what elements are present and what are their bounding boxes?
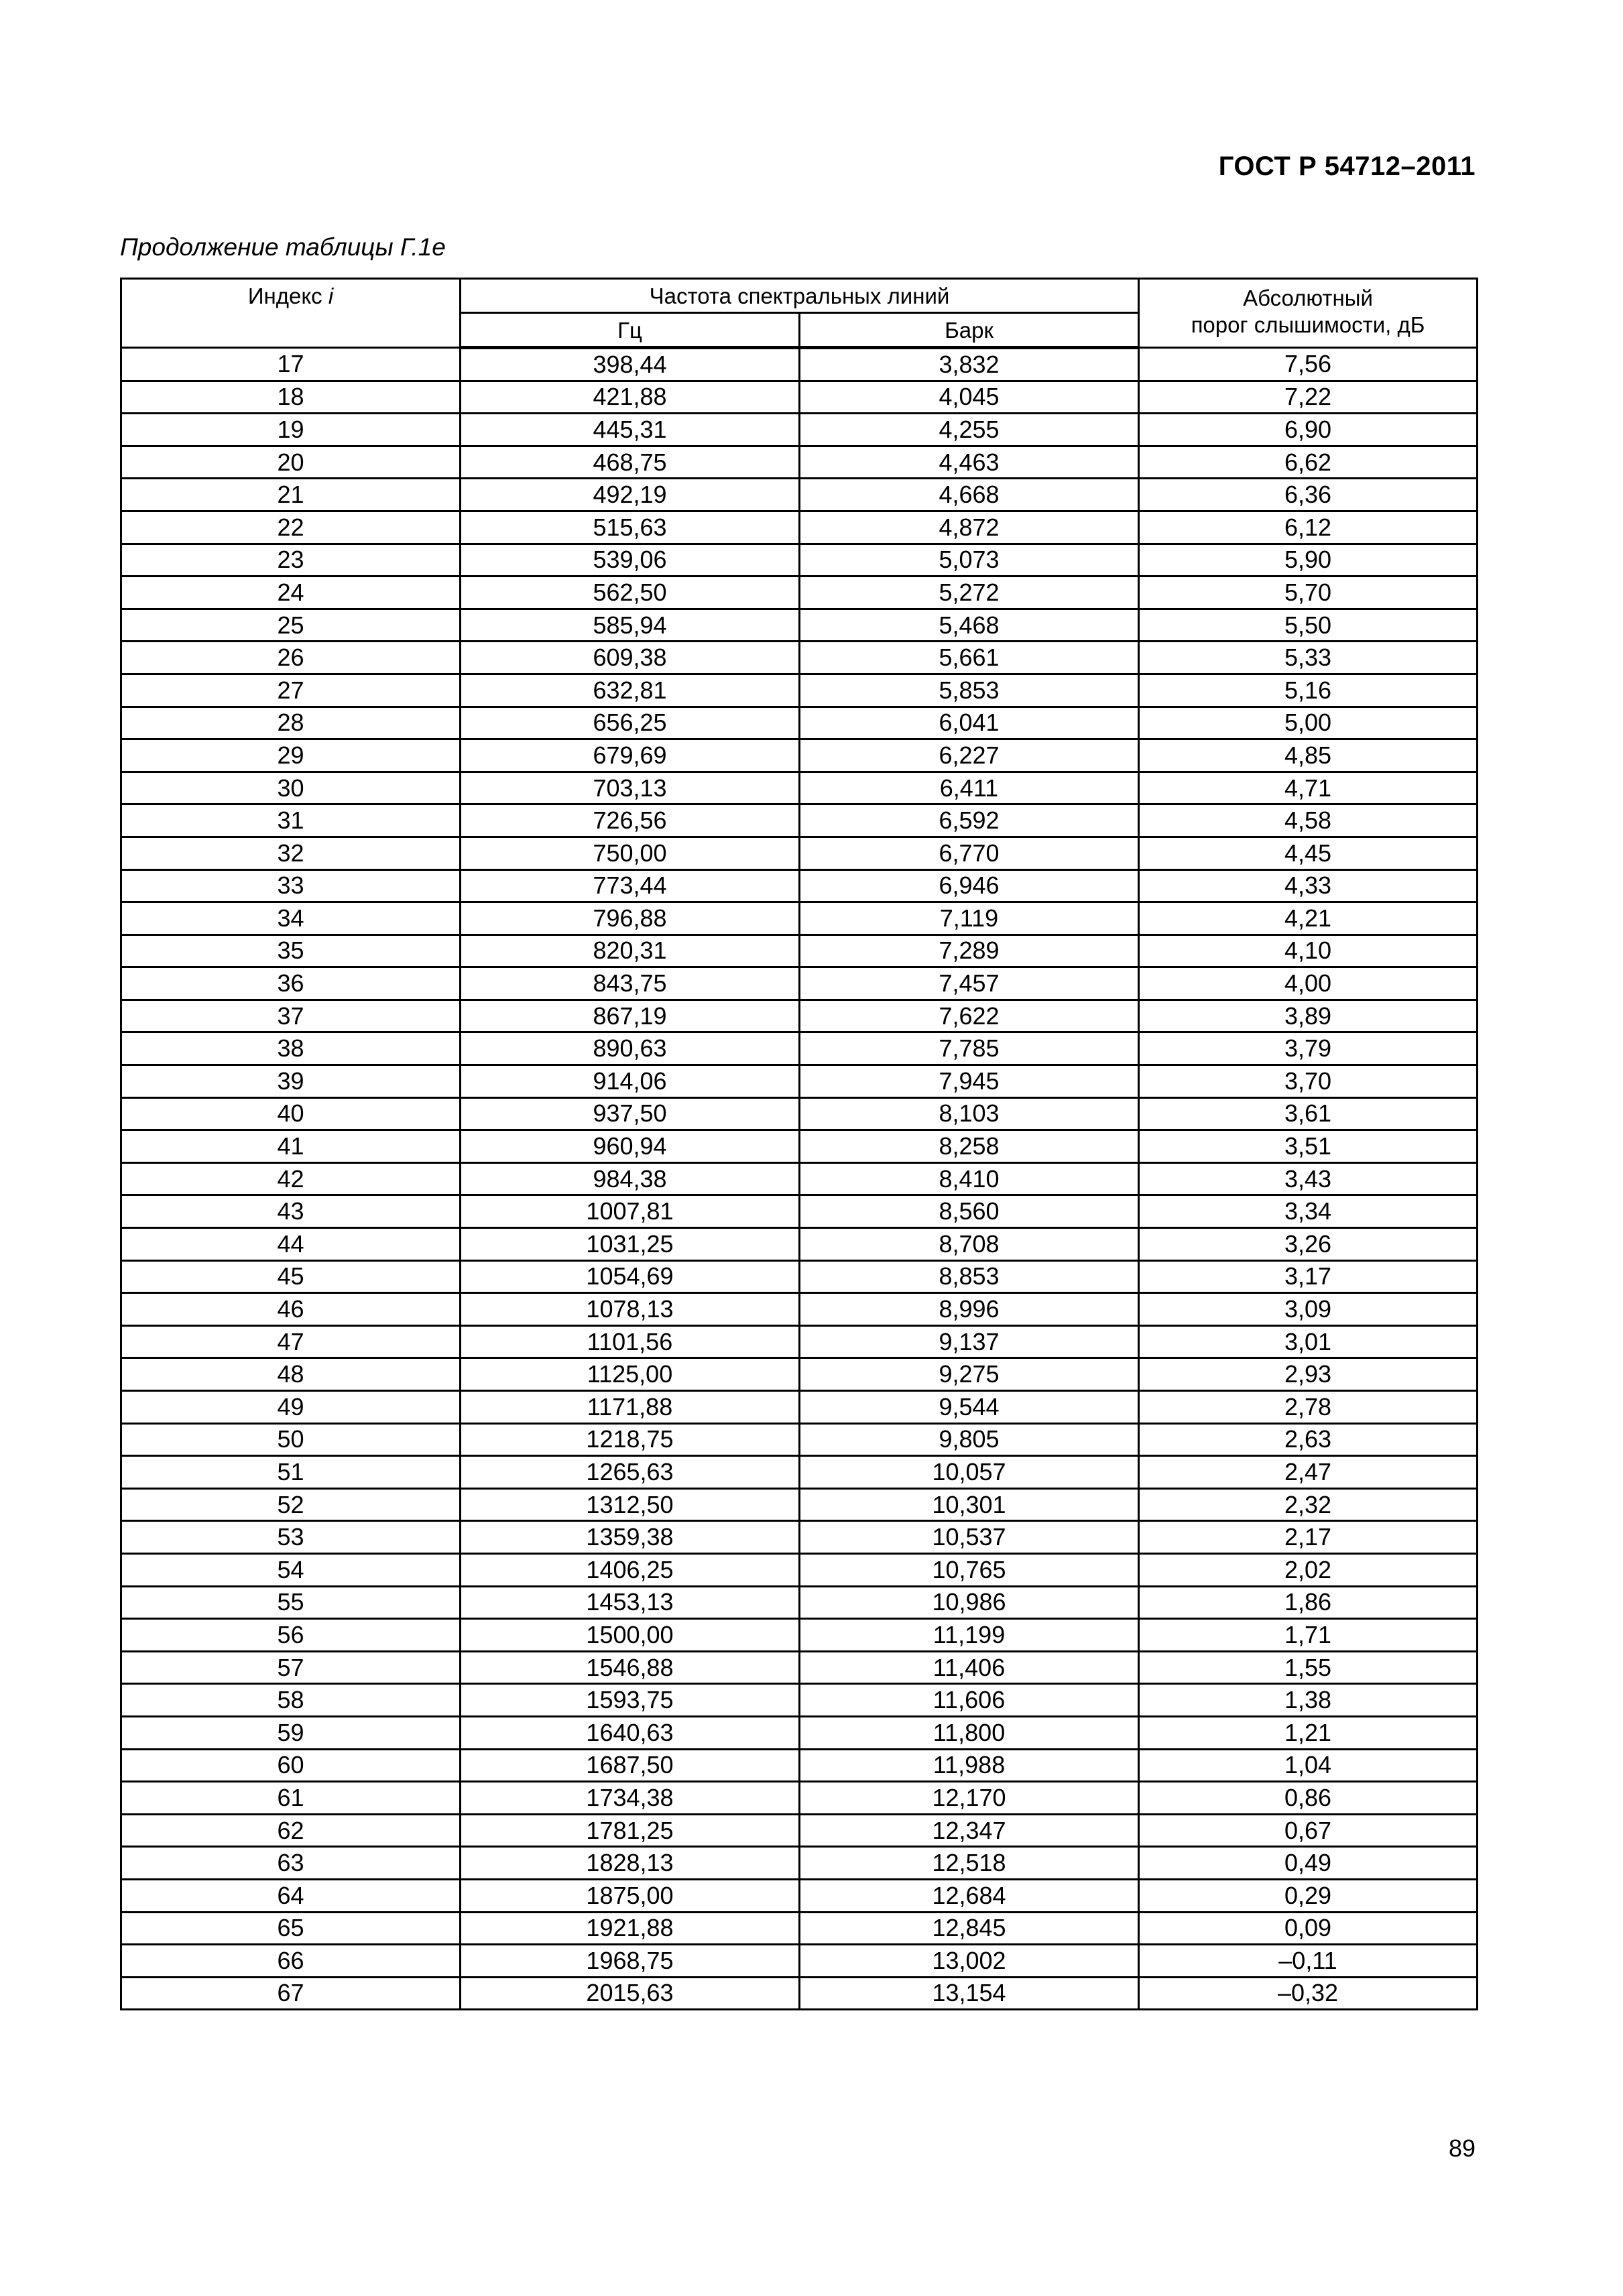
cell-frequency-bark: 5,272 [800, 577, 1139, 609]
cell-threshold-db: 2,78 [1139, 1391, 1478, 1424]
cell-frequency-hz: 562,50 [461, 577, 800, 609]
table-row [121, 1000, 1478, 1032]
cell-frequency-hz: 1078,13 [461, 1293, 800, 1326]
cell-index: 53 [121, 1521, 461, 1554]
cell-frequency-bark: 6,946 [800, 869, 1139, 902]
table-row [121, 1423, 1478, 1456]
cell-frequency-hz: 1101,56 [461, 1325, 800, 1358]
table-row [121, 511, 1478, 544]
cell-index: 33 [121, 869, 461, 902]
cell-frequency-bark: 12,347 [800, 1814, 1139, 1847]
cell-threshold-db: 4,10 [1139, 934, 1478, 967]
table-row [121, 544, 1478, 577]
cell-threshold-db: 7,22 [1139, 381, 1478, 414]
cell-index: 63 [121, 1847, 461, 1880]
cell-index: 19 [121, 414, 461, 446]
cell-index: 18 [121, 381, 461, 414]
cell-frequency-bark: 11,406 [800, 1651, 1139, 1684]
cell-frequency-hz: 1734,38 [461, 1782, 800, 1815]
header-hz: Гц [461, 313, 800, 348]
cell-frequency-hz: 1312,50 [461, 1488, 800, 1521]
cell-index: 50 [121, 1423, 461, 1456]
cell-threshold-db: 3,01 [1139, 1325, 1478, 1358]
cell-threshold-db: 1,71 [1139, 1619, 1478, 1652]
cell-frequency-bark: 7,289 [800, 934, 1139, 967]
cell-index: 54 [121, 1553, 461, 1586]
cell-index: 40 [121, 1097, 461, 1130]
cell-frequency-hz: 679,69 [461, 739, 800, 772]
document-code-header: ГОСТ Р 54712–2011 [1218, 152, 1476, 181]
cell-frequency-hz: 1359,38 [461, 1521, 800, 1554]
table-row [121, 1912, 1478, 1945]
cell-frequency-hz: 796,88 [461, 902, 800, 935]
cell-frequency-hz: 1265,63 [461, 1456, 800, 1489]
cell-index: 41 [121, 1130, 461, 1163]
table-row [121, 1814, 1478, 1847]
cell-frequency-bark: 4,255 [800, 414, 1139, 446]
cell-frequency-bark: 10,301 [800, 1488, 1139, 1521]
cell-index: 24 [121, 577, 461, 609]
cell-frequency-hz: 421,88 [461, 381, 800, 414]
cell-frequency-bark: 8,996 [800, 1293, 1139, 1326]
table-row [121, 1716, 1478, 1749]
table-row [121, 967, 1478, 1000]
cell-frequency-bark: 11,199 [800, 1619, 1139, 1652]
cell-index: 31 [121, 804, 461, 837]
table-row [121, 739, 1478, 772]
header-threshold [1139, 279, 1478, 348]
cell-frequency-bark: 6,227 [800, 739, 1139, 772]
cell-frequency-hz: 1593,75 [461, 1684, 800, 1717]
cell-index: 52 [121, 1488, 461, 1521]
cell-threshold-db: 5,50 [1139, 609, 1478, 642]
cell-frequency-hz: 1054,69 [461, 1260, 800, 1293]
table-row [121, 1260, 1478, 1293]
cell-frequency-hz: 984,38 [461, 1162, 800, 1195]
cell-frequency-bark: 12,170 [800, 1782, 1139, 1815]
cell-frequency-bark: 9,544 [800, 1391, 1139, 1424]
cell-frequency-bark: 6,592 [800, 804, 1139, 837]
cell-frequency-hz: 750,00 [461, 837, 800, 869]
cell-threshold-db: 1,55 [1139, 1651, 1478, 1684]
table-row [121, 642, 1478, 674]
cell-index: 20 [121, 446, 461, 479]
table-row [121, 1065, 1478, 1098]
cell-frequency-bark: 5,853 [800, 674, 1139, 707]
table-row [121, 479, 1478, 511]
cell-threshold-db: 5,90 [1139, 544, 1478, 577]
cell-threshold-db: 6,90 [1139, 414, 1478, 446]
table-row [121, 1521, 1478, 1554]
cell-threshold-db: 4,21 [1139, 902, 1478, 935]
cell-frequency-hz: 492,19 [461, 479, 800, 511]
cell-frequency-bark: 10,537 [800, 1521, 1139, 1554]
table-row [121, 414, 1478, 446]
cell-threshold-db: –0,32 [1139, 1977, 1478, 2010]
cell-frequency-hz: 773,44 [461, 869, 800, 902]
table-row [121, 1977, 1478, 2010]
cell-frequency-bark: 12,684 [800, 1879, 1139, 1912]
header-index-label: Индекс [247, 284, 328, 308]
cell-threshold-db: 3,51 [1139, 1130, 1478, 1163]
cell-frequency-hz: 1828,13 [461, 1847, 800, 1880]
cell-frequency-bark: 4,045 [800, 381, 1139, 414]
table-row [121, 902, 1478, 935]
cell-frequency-hz: 609,38 [461, 642, 800, 674]
table-row [121, 674, 1478, 707]
table-row [121, 1782, 1478, 1815]
cell-frequency-bark: 10,986 [800, 1586, 1139, 1619]
cell-frequency-bark: 5,073 [800, 544, 1139, 577]
table-row [121, 1553, 1478, 1586]
cell-threshold-db: 3,34 [1139, 1195, 1478, 1228]
cell-threshold-db: 0,09 [1139, 1912, 1478, 1945]
cell-frequency-bark: 9,275 [800, 1358, 1139, 1391]
cell-frequency-bark: 9,137 [800, 1325, 1139, 1358]
cell-index: 67 [121, 1977, 461, 2010]
cell-index: 42 [121, 1162, 461, 1195]
header-threshold-line1: Абсолютный [1243, 286, 1373, 310]
cell-threshold-db: 7,56 [1139, 348, 1478, 381]
table-row [121, 1586, 1478, 1619]
cell-index: 46 [121, 1293, 461, 1326]
cell-index: 47 [121, 1325, 461, 1358]
cell-index: 56 [121, 1619, 461, 1652]
table-row [121, 1945, 1478, 1978]
cell-index: 58 [121, 1684, 461, 1717]
table-row [121, 1130, 1478, 1163]
cell-index: 44 [121, 1228, 461, 1261]
header-frequency-group: Частота спектральных линий [461, 279, 1139, 313]
table-row [121, 1228, 1478, 1261]
cell-frequency-bark: 8,853 [800, 1260, 1139, 1293]
spectral-lines-table [120, 278, 1478, 2010]
cell-frequency-bark: 4,872 [800, 511, 1139, 544]
table-row [121, 348, 1478, 381]
table-row [121, 1358, 1478, 1391]
cell-frequency-bark: 6,770 [800, 837, 1139, 869]
header-index-variable: i [328, 284, 334, 308]
cell-frequency-hz: 726,56 [461, 804, 800, 837]
cell-index: 17 [121, 348, 461, 381]
cell-threshold-db: –0,11 [1139, 1945, 1478, 1978]
cell-frequency-bark: 4,463 [800, 446, 1139, 479]
cell-frequency-bark: 7,622 [800, 1000, 1139, 1032]
cell-index: 23 [121, 544, 461, 577]
cell-threshold-db: 5,00 [1139, 707, 1478, 739]
cell-frequency-hz: 1007,81 [461, 1195, 800, 1228]
cell-index: 25 [121, 609, 461, 642]
cell-frequency-hz: 445,31 [461, 414, 800, 446]
table-row [121, 869, 1478, 902]
cell-index: 29 [121, 739, 461, 772]
cell-frequency-hz: 2015,63 [461, 1977, 800, 2010]
cell-frequency-hz: 960,94 [461, 1130, 800, 1163]
table-row [121, 772, 1478, 804]
table-row [121, 609, 1478, 642]
header-threshold-line2: порог слышимости, дБ [1191, 312, 1425, 338]
cell-index: 30 [121, 772, 461, 804]
cell-index: 21 [121, 479, 461, 511]
cell-threshold-db: 0,86 [1139, 1782, 1478, 1815]
cell-frequency-hz: 1781,25 [461, 1814, 800, 1847]
cell-threshold-db: 4,71 [1139, 772, 1478, 804]
cell-index: 45 [121, 1260, 461, 1293]
cell-frequency-bark: 13,002 [800, 1945, 1139, 1978]
cell-frequency-bark: 3,832 [800, 348, 1139, 381]
cell-threshold-db: 4,85 [1139, 739, 1478, 772]
table-row [121, 837, 1478, 869]
cell-threshold-db: 5,33 [1139, 642, 1478, 674]
cell-frequency-bark: 8,410 [800, 1162, 1139, 1195]
table-row [121, 381, 1478, 414]
cell-frequency-hz: 1500,00 [461, 1619, 800, 1652]
cell-index: 32 [121, 837, 461, 869]
table-row [121, 1684, 1478, 1717]
cell-frequency-hz: 820,31 [461, 934, 800, 967]
table-row [121, 1391, 1478, 1424]
cell-frequency-bark: 8,708 [800, 1228, 1139, 1261]
cell-threshold-db: 4,58 [1139, 804, 1478, 837]
cell-index: 43 [121, 1195, 461, 1228]
cell-frequency-bark: 6,041 [800, 707, 1139, 739]
cell-frequency-hz: 1125,00 [461, 1358, 800, 1391]
cell-threshold-db: 2,32 [1139, 1488, 1478, 1521]
cell-frequency-bark: 7,457 [800, 967, 1139, 1000]
cell-threshold-db: 3,89 [1139, 1000, 1478, 1032]
cell-frequency-hz: 1546,88 [461, 1651, 800, 1684]
cell-index: 65 [121, 1912, 461, 1945]
cell-threshold-db: 6,62 [1139, 446, 1478, 479]
cell-index: 39 [121, 1065, 461, 1098]
cell-frequency-hz: 656,25 [461, 707, 800, 739]
cell-threshold-db: 1,04 [1139, 1749, 1478, 1782]
cell-frequency-hz: 914,06 [461, 1065, 800, 1098]
cell-frequency-hz: 1875,00 [461, 1879, 800, 1912]
cell-threshold-db: 3,43 [1139, 1162, 1478, 1195]
cell-frequency-hz: 1406,25 [461, 1553, 800, 1586]
cell-frequency-hz: 843,75 [461, 967, 800, 1000]
cell-threshold-db: 5,16 [1139, 674, 1478, 707]
table-row [121, 1325, 1478, 1358]
cell-threshold-db: 1,38 [1139, 1684, 1478, 1717]
cell-frequency-bark: 10,057 [800, 1456, 1139, 1489]
cell-index: 62 [121, 1814, 461, 1847]
cell-frequency-bark: 13,154 [800, 1977, 1139, 2010]
cell-frequency-hz: 703,13 [461, 772, 800, 804]
cell-threshold-db: 3,26 [1139, 1228, 1478, 1261]
cell-frequency-bark: 5,468 [800, 609, 1139, 642]
cell-threshold-db: 2,02 [1139, 1553, 1478, 1586]
cell-frequency-hz: 1640,63 [461, 1716, 800, 1749]
cell-frequency-bark: 10,765 [800, 1553, 1139, 1586]
cell-frequency-hz: 1687,50 [461, 1749, 800, 1782]
cell-threshold-db: 4,45 [1139, 837, 1478, 869]
cell-threshold-db: 0,67 [1139, 1814, 1478, 1847]
cell-threshold-db: 2,93 [1139, 1358, 1478, 1391]
cell-frequency-hz: 1218,75 [461, 1423, 800, 1456]
cell-frequency-bark: 8,258 [800, 1130, 1139, 1163]
table-row [121, 1651, 1478, 1684]
cell-frequency-hz: 398,44 [461, 348, 800, 381]
cell-frequency-bark: 11,800 [800, 1716, 1139, 1749]
table-caption: Продолжение таблицы Г.1е [120, 233, 446, 261]
cell-threshold-db: 3,09 [1139, 1293, 1478, 1326]
cell-frequency-hz: 867,19 [461, 1000, 800, 1032]
header-index [121, 279, 461, 348]
cell-threshold-db: 2,17 [1139, 1521, 1478, 1554]
cell-frequency-hz: 539,06 [461, 544, 800, 577]
cell-index: 38 [121, 1032, 461, 1065]
table-row [121, 1032, 1478, 1065]
cell-frequency-bark: 4,668 [800, 479, 1139, 511]
cell-frequency-hz: 632,81 [461, 674, 800, 707]
table-container [120, 278, 1476, 2010]
header-bark: Барк [800, 313, 1139, 348]
cell-frequency-hz: 1968,75 [461, 1945, 800, 1978]
cell-index: 51 [121, 1456, 461, 1489]
cell-index: 22 [121, 511, 461, 544]
table-row [121, 934, 1478, 967]
cell-frequency-bark: 5,661 [800, 642, 1139, 674]
table-row [121, 1162, 1478, 1195]
cell-frequency-bark: 11,988 [800, 1749, 1139, 1782]
cell-threshold-db: 3,61 [1139, 1097, 1478, 1130]
cell-frequency-bark: 7,119 [800, 902, 1139, 935]
cell-threshold-db: 1,86 [1139, 1586, 1478, 1619]
table-row [121, 446, 1478, 479]
cell-threshold-db: 6,36 [1139, 479, 1478, 511]
cell-frequency-bark: 7,945 [800, 1065, 1139, 1098]
cell-index: 27 [121, 674, 461, 707]
table-header [121, 279, 1478, 348]
cell-threshold-db: 6,12 [1139, 511, 1478, 544]
table-row [121, 1488, 1478, 1521]
table-row [121, 577, 1478, 609]
cell-index: 26 [121, 642, 461, 674]
cell-index: 37 [121, 1000, 461, 1032]
cell-index: 66 [121, 1945, 461, 1978]
cell-frequency-hz: 585,94 [461, 609, 800, 642]
cell-index: 55 [121, 1586, 461, 1619]
cell-index: 59 [121, 1716, 461, 1749]
cell-frequency-hz: 1453,13 [461, 1586, 800, 1619]
cell-index: 49 [121, 1391, 461, 1424]
cell-frequency-bark: 11,606 [800, 1684, 1139, 1717]
header-row-top [121, 279, 1478, 313]
page-number: 89 [1448, 2134, 1476, 2162]
cell-threshold-db: 2,47 [1139, 1456, 1478, 1489]
cell-frequency-bark: 6,411 [800, 772, 1139, 804]
cell-index: 64 [121, 1879, 461, 1912]
cell-frequency-bark: 8,103 [800, 1097, 1139, 1130]
cell-frequency-hz: 1921,88 [461, 1912, 800, 1945]
table-row [121, 1619, 1478, 1652]
cell-frequency-bark: 12,845 [800, 1912, 1139, 1945]
cell-threshold-db: 2,63 [1139, 1423, 1478, 1456]
table-row [121, 1847, 1478, 1880]
cell-frequency-hz: 1171,88 [461, 1391, 800, 1424]
cell-frequency-bark: 7,785 [800, 1032, 1139, 1065]
cell-index: 36 [121, 967, 461, 1000]
cell-threshold-db: 4,33 [1139, 869, 1478, 902]
table-row [121, 1195, 1478, 1228]
cell-frequency-bark: 8,560 [800, 1195, 1139, 1228]
cell-threshold-db: 3,70 [1139, 1065, 1478, 1098]
cell-frequency-bark: 9,805 [800, 1423, 1139, 1456]
cell-frequency-hz: 515,63 [461, 511, 800, 544]
cell-index: 34 [121, 902, 461, 935]
cell-threshold-db: 0,49 [1139, 1847, 1478, 1880]
table-row [121, 1097, 1478, 1130]
table-body [121, 348, 1478, 2010]
table-row [121, 707, 1478, 739]
table-row [121, 1749, 1478, 1782]
cell-threshold-db: 3,79 [1139, 1032, 1478, 1065]
table-row [121, 804, 1478, 837]
cell-threshold-db: 0,29 [1139, 1879, 1478, 1912]
cell-index: 28 [121, 707, 461, 739]
cell-frequency-bark: 12,518 [800, 1847, 1139, 1880]
cell-frequency-hz: 890,63 [461, 1032, 800, 1065]
cell-threshold-db: 1,21 [1139, 1716, 1478, 1749]
cell-index: 35 [121, 934, 461, 967]
cell-index: 48 [121, 1358, 461, 1391]
table-row [121, 1456, 1478, 1489]
cell-frequency-hz: 468,75 [461, 446, 800, 479]
table-row [121, 1879, 1478, 1912]
cell-threshold-db: 4,00 [1139, 967, 1478, 1000]
cell-index: 57 [121, 1651, 461, 1684]
cell-index: 60 [121, 1749, 461, 1782]
cell-threshold-db: 3,17 [1139, 1260, 1478, 1293]
cell-frequency-hz: 1031,25 [461, 1228, 800, 1261]
cell-index: 61 [121, 1782, 461, 1815]
cell-threshold-db: 5,70 [1139, 577, 1478, 609]
table-row [121, 1293, 1478, 1326]
cell-frequency-hz: 937,50 [461, 1097, 800, 1130]
